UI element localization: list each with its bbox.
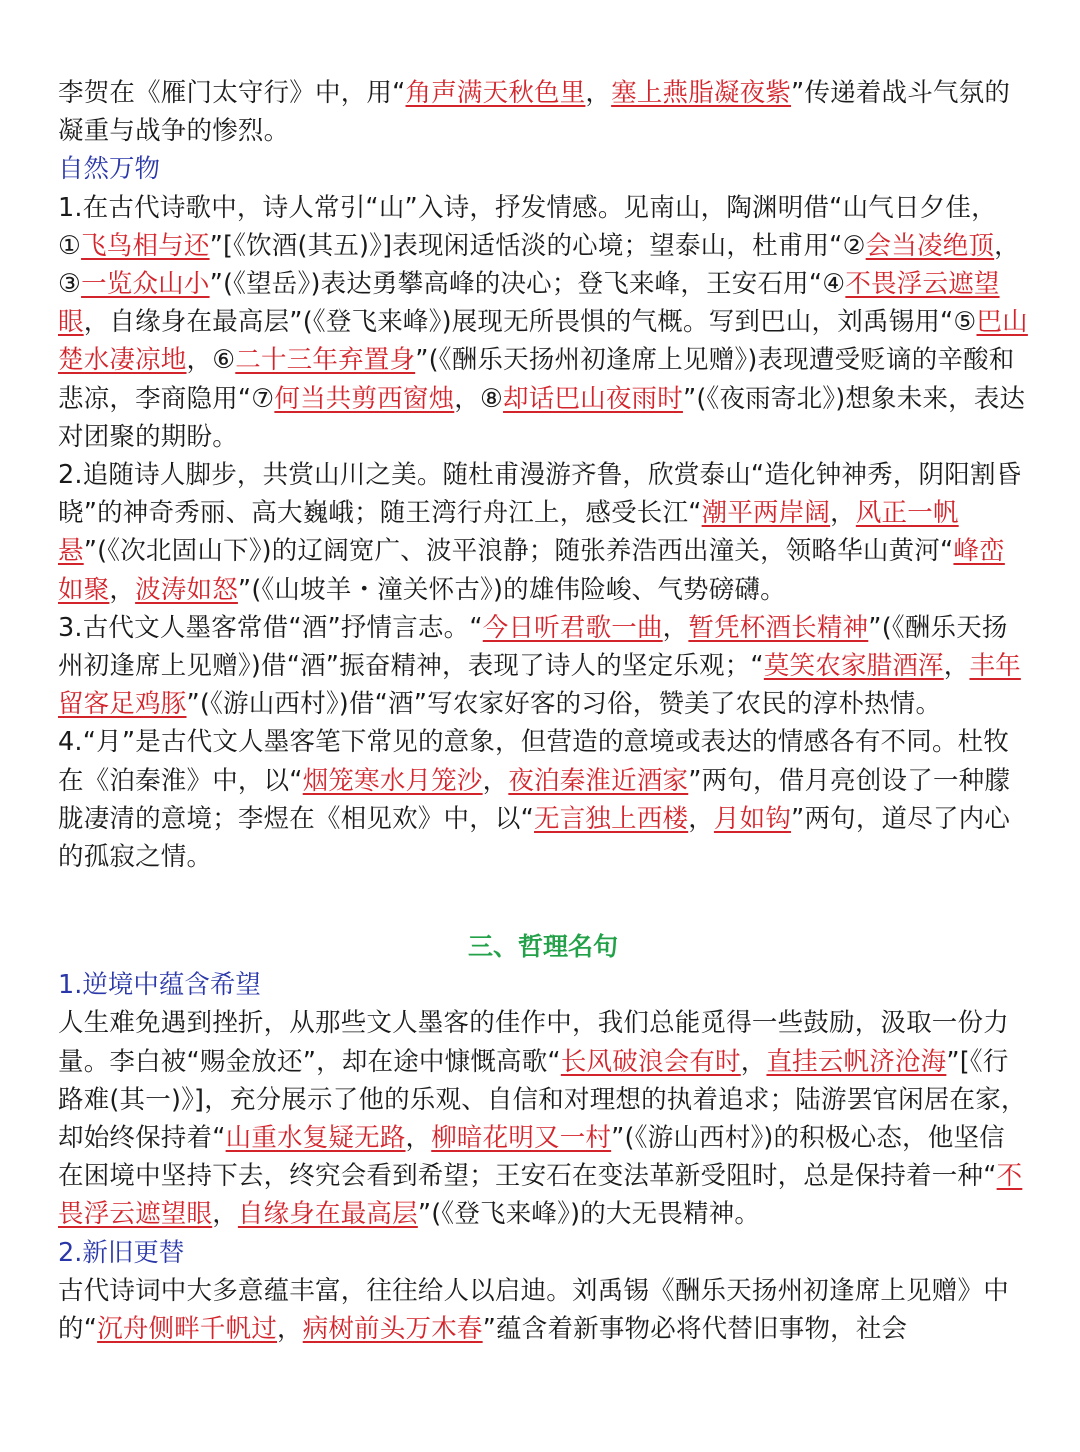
- text-run: 人生难免遇到挫折，从那些文人墨客的佳作中，我们总能觅得一些鼓励，汲取一份力量。李白被“赐金放还”，却在途中慷慨高歌“: [58, 1008, 1009, 1077]
- section-title: [58, 150, 1028, 188]
- text-run: ，: [943, 651, 970, 682]
- text-run: ”[《饮酒(其五)》]表现闲适恬淡的心境；望泰山，杜甫用“②: [209, 230, 866, 261]
- quoted-verse: 自缘身在最高层: [237, 1199, 418, 1230]
- text-run: ”(《望岳》)表达勇攀高峰的决心；登飞来峰，王安石用“④: [209, 269, 846, 300]
- text-run: 李贺在《雁门太守行》中，用“: [58, 78, 406, 108]
- quoted-verse: 夜泊秦淮近酒家: [508, 765, 689, 796]
- quoted-verse: 飞鸟相与还: [81, 230, 210, 261]
- quoted-verse: 暂凭杯酒长精神: [688, 612, 869, 643]
- text-run: ”(《山坡羊・潼关怀古》)的雄伟险峻、气势磅礴。: [237, 574, 786, 605]
- quoted-verse: 却话巴山夜雨时: [503, 383, 683, 414]
- quoted-verse: 二十三年弃置身: [235, 345, 416, 376]
- text-run: ”两句，借月亮创设了一种朦胧凄清的意境；李煜在《相见欢》中，以“: [58, 765, 1011, 834]
- paragraph: [58, 1272, 1028, 1348]
- text-run: ，: [585, 78, 612, 108]
- text-run: ，③: [58, 230, 1020, 300]
- text-run: 2.追随诗人脚步，共赏山川之美。随杜甫漫游齐鲁，欣赏泰山“造化钟神秀，阴阳割昏晓”的神奇秀丽、高大巍峨；随王湾行舟江上，感受长江“: [58, 460, 1022, 529]
- quoted-verse: 莫笑农家腊酒浑: [763, 651, 944, 682]
- quoted-verse: 山重水复疑无路: [225, 1123, 406, 1154]
- quoted-verse: 直挂云帆济沧海: [766, 1046, 947, 1077]
- text-run: ”(《酬乐天扬州初逢席上见赠》)表现遭受贬谪的辛酸和悲凉，李商隐用“⑦: [58, 345, 1015, 414]
- text-run: ”(《游山西村》)的积极心态，他坚信在困境中坚持下去，终究会看到希望；王安石在变法革新受阻时，总是保持着一种“: [58, 1123, 1005, 1192]
- paragraph: [58, 456, 1028, 609]
- text-run: 三、哲理名句: [467, 932, 618, 962]
- text-run: ，: [482, 765, 509, 796]
- text-run: 1.在古代诗歌中，诗人常引“山”入诗，抒发情感。见南山，陶渊明借“山气日夕佳， ①: [58, 192, 997, 261]
- text-run: ，: [830, 498, 856, 529]
- paragraph: [58, 723, 1028, 876]
- text-run: 1.逆境中蕴含希望: [58, 970, 261, 1001]
- quoted-verse: 波涛如怒: [135, 574, 238, 605]
- text-run: ，: [212, 1199, 238, 1230]
- quoted-verse: 塞上燕脂凝夜紫: [611, 78, 792, 108]
- text-run: ”(《夜雨寄北》)想象未来，表达对团聚的期盼。: [58, 383, 1026, 452]
- quoted-verse: 不畏浮云遮望眼: [58, 269, 1000, 338]
- quoted-verse: 角声满天秋色里: [405, 78, 586, 108]
- document-content: [58, 74, 1028, 1348]
- paragraph: [58, 609, 1028, 724]
- text-run: ，: [109, 574, 136, 605]
- text-run: ，: [277, 1314, 303, 1345]
- quoted-verse: 长风破浪会有时: [560, 1046, 741, 1077]
- quoted-verse: 一览众山小: [81, 269, 210, 300]
- quoted-verse: 月如钩: [713, 803, 792, 834]
- text-run: ，: [405, 1123, 432, 1154]
- text-run: ，: [662, 612, 689, 643]
- paragraph: [58, 1004, 1028, 1233]
- quoted-verse: 峰峦如聚: [58, 536, 1005, 605]
- quoted-verse: 柳暗花明又一村: [431, 1123, 612, 1154]
- text-run: ，: [688, 803, 714, 834]
- quoted-verse: 潮平两岸阔: [701, 498, 831, 529]
- text-run: ，⑥: [186, 345, 236, 376]
- quoted-verse: 何当共剪西窗烛: [274, 383, 455, 414]
- text-run: 古代诗词中大多意蕴丰富，往往给人以启迪。刘禹锡《酬乐天扬州初逢席上见赠》中的“: [58, 1275, 1009, 1345]
- paragraph: [58, 74, 1028, 150]
- quoted-verse: 沉舟侧畔千帆过: [97, 1314, 278, 1345]
- quoted-verse: 无言独上西楼: [534, 803, 689, 834]
- quoted-verse: 丰年留客足鸡豚: [58, 651, 1021, 720]
- text-run: 3.古代文人墨客常借“酒”抒情言志。“: [58, 612, 483, 643]
- chapter-heading: [58, 928, 1028, 966]
- text-run: ”(《酬乐天扬州初逢席上见赠》)借“酒”振奋精神，表现了诗人的坚定乐观；“: [58, 612, 1008, 682]
- quoted-verse: 今日听君歌一曲: [482, 612, 663, 643]
- text-run: ，: [740, 1046, 767, 1077]
- quoted-verse: 不畏浮云遮望眼: [58, 1161, 1023, 1230]
- quoted-verse: 会当凌绝顶: [865, 230, 995, 261]
- section-title: [58, 966, 1028, 1004]
- paragraph: [58, 189, 1028, 456]
- text-run: ”传递着战斗气氛的凝重与战争的惨烈。: [58, 78, 1011, 147]
- text-run: 自然万物: [58, 154, 161, 185]
- text-run: ”蕴含着新事物必将代替旧事物，社会: [482, 1314, 908, 1345]
- text-run: ”两句，道尽了内心的孤寂之情。: [58, 803, 1011, 873]
- text-run: 2.新旧更替: [58, 1237, 185, 1268]
- text-run: ”(《游山西村》)借“酒”写农家好客的习俗，赞美了农民的淳朴热情。: [186, 689, 942, 720]
- quoted-verse: 烟笼寒水月笼沙: [302, 765, 483, 796]
- text-run: 4.“月”是古代文人墨客笔下常见的意象，但营造的意境或表达的情感各有不同。杜牧在《泊秦淮》中，以“: [58, 727, 1010, 796]
- section-title: [58, 1234, 1028, 1272]
- text-run: ”(《次北固山下》)的辽阔宽广、波平浪静；随张养浩西出潼关，领略华山黄河“: [83, 536, 954, 567]
- text-run: ，⑧: [454, 383, 504, 414]
- text-run: ，自缘身在最高层”(《登飞来峰》)展现无所畏惧的气概。写到巴山，刘禹锡用“⑤: [83, 307, 977, 338]
- text-run: ”[《行路难(其一)》]，充分展示了他的乐观、自信和对理想的执着追求；陆游罢官闲居在家，却始终保持着“: [58, 1046, 1027, 1154]
- text-run: ”(《登飞来峰》)的大无畏精神。: [417, 1199, 761, 1230]
- quoted-verse: 病树前头万木春: [302, 1314, 483, 1345]
- quoted-verse: 风正一帆悬: [58, 498, 959, 567]
- quoted-verse: 巴山楚水凄凉地: [58, 307, 1028, 376]
